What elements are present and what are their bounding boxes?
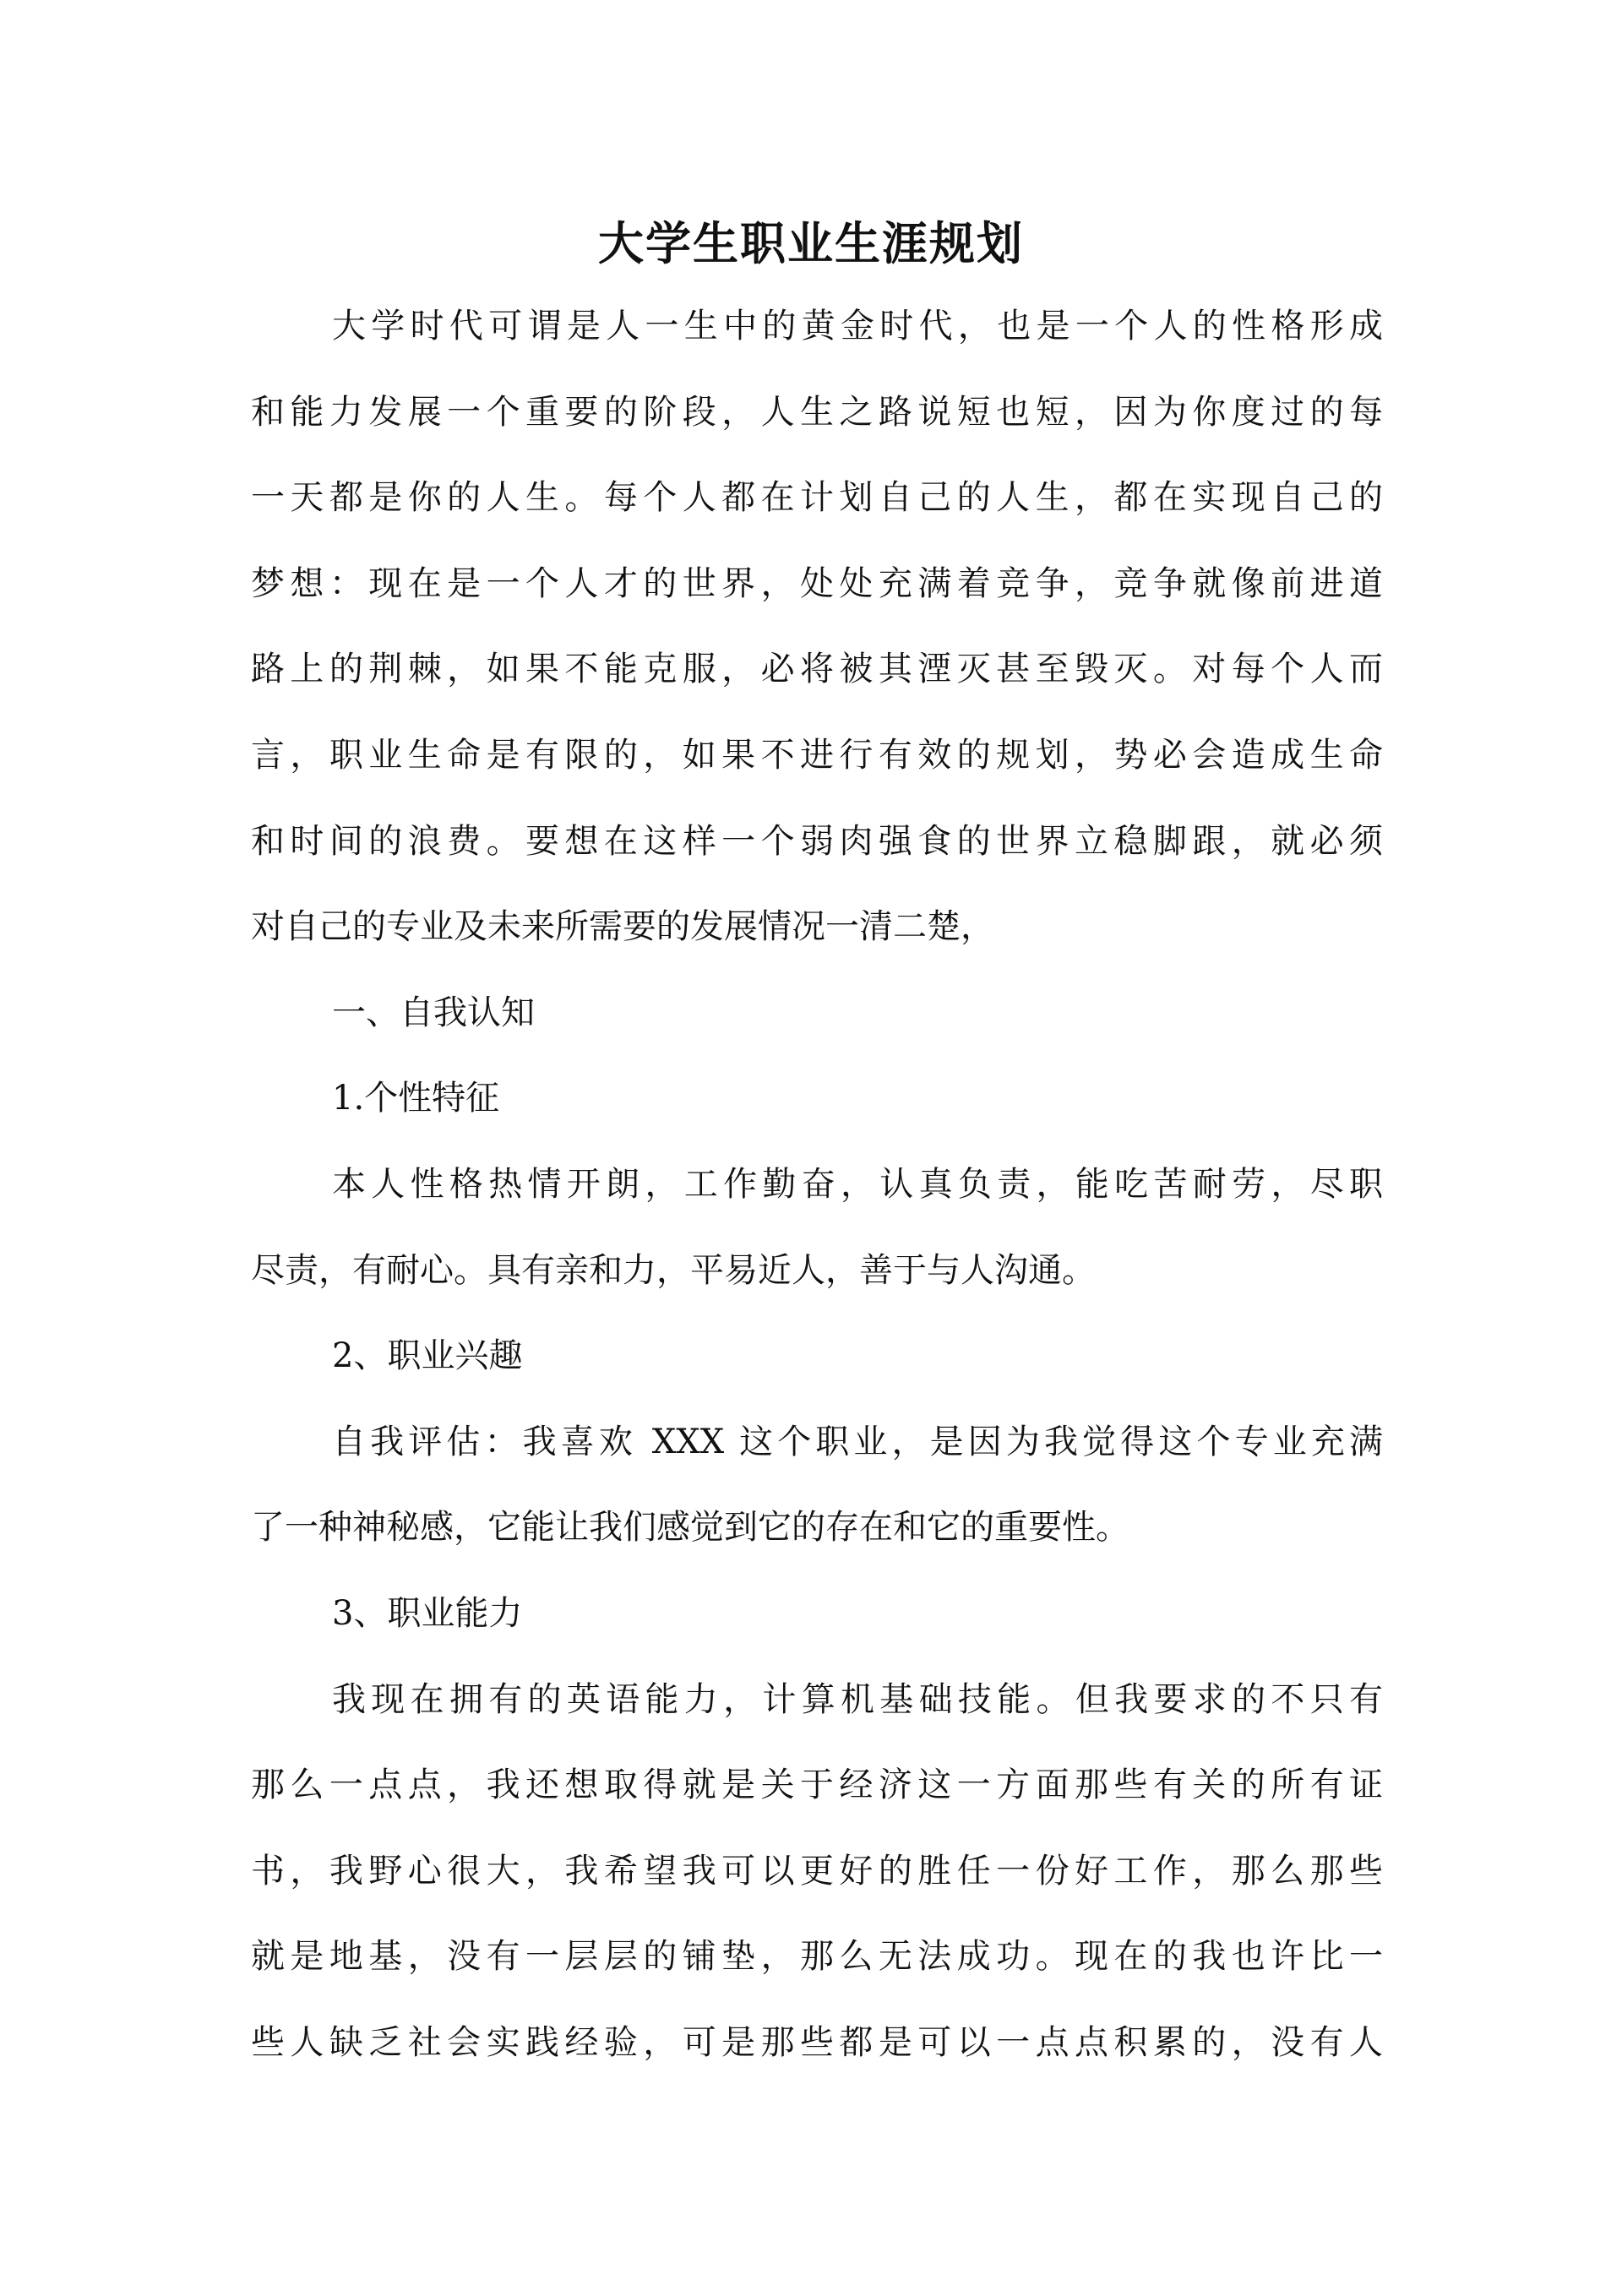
paragraph-line: 本人性格热情开朗，工作勤奋，认真负责，能吃苦耐劳，尽职	[332, 1164, 1383, 1204]
paragraph-line: 一天都是你的人生。每个人都在计划自己的人生，都在实现自己的	[251, 478, 1383, 518]
paragraph-line: 路上的荆棘，如果不能克服，必将被其湮灭甚至毁灭。对每个人而	[251, 650, 1383, 689]
paragraph-line: 自我评估：我喜欢 XXX 这个职业，是因为我觉得这个专业充满	[332, 1422, 1383, 1461]
document-title: 大学生职业生涯规划	[598, 216, 1024, 270]
paragraph-line: 就是地基，没有一层层的铺垫，那么无法成功。现在的我也许比一	[251, 1937, 1383, 1977]
paragraph-line: 尽责，有耐心。具有亲和力，平易近人，善于与人沟通。	[251, 1250, 1096, 1290]
paragraph-line: 和能力发展一个重要的阶段，人生之路说短也短，因为你度过的每	[251, 392, 1383, 432]
paragraph-line: 对自己的专业及未来所需要的发展情况一清二楚，	[251, 907, 994, 947]
subsection-heading: 3、职业能力	[332, 1593, 523, 1633]
paragraph-line: 大学时代可谓是人一生中的黄金时代，也是一个人的性格形成	[332, 307, 1383, 345]
paragraph-line: 书，我野心很大，我希望我可以更好的胜任一份好工作，那么那些	[251, 1851, 1383, 1891]
subsection-heading: 1.个性特征	[332, 1079, 500, 1118]
paragraph-line: 了一种神秘感，它能让我们感觉到它的存在和它的重要性。	[251, 1508, 1129, 1548]
paragraph-line: 梦想：现在是一个人才的世界，处处充满着竞争，竞争就像前进道	[251, 563, 1383, 603]
paragraph-line: 和时间的浪费。要想在这样一个弱肉强食的世界立稳脚跟，就必须	[251, 821, 1383, 861]
document-body	[251, 284, 1383, 2086]
paragraph-line: 言，职业生命是有限的，如果不进行有效的规划，势必会造成生命	[251, 735, 1383, 775]
subsection-heading: 2、职业兴趣	[332, 1336, 523, 1376]
section-heading: 一、自我认知	[332, 993, 535, 1032]
paragraph-line: 些人缺乏社会实践经验，可是那些都是可以一点点积累的，没有人	[251, 2022, 1383, 2062]
paragraph-line: 那么一点点，我还想取得就是关于经济这一方面那些有关的所有证	[251, 1766, 1383, 1805]
paragraph-line: 我现在拥有的英语能力，计算机基础技能。但我要求的不只有	[332, 1679, 1383, 1719]
